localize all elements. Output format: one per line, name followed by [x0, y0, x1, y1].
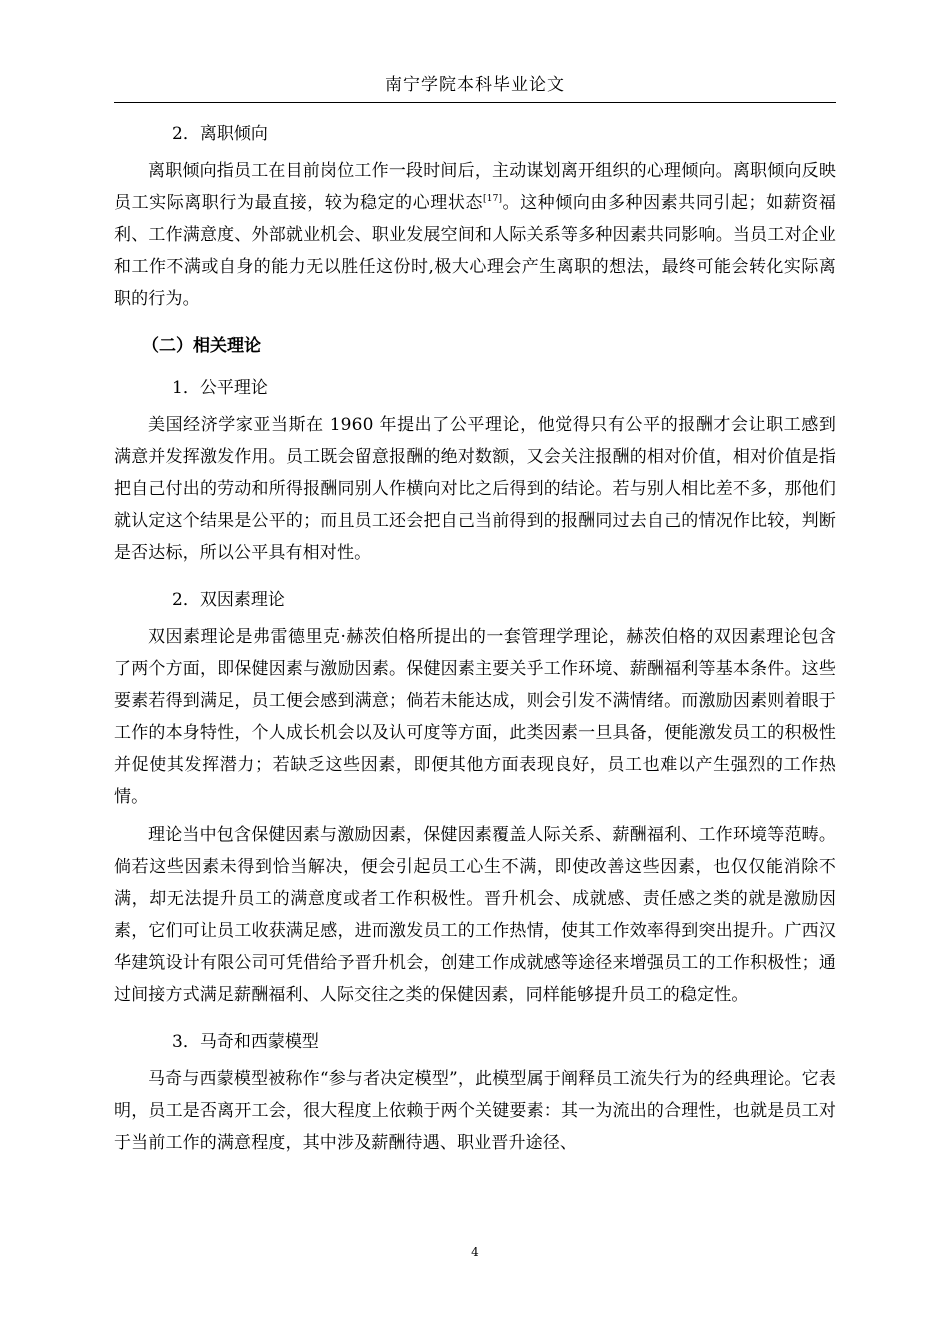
- document-body: [114, 113, 836, 1159]
- page-number: 4: [471, 1245, 479, 1259]
- citation-ref: [17]: [483, 194, 503, 204]
- paragraph-two-factor-theory-2: 理论当中包含保健因素与激励因素，保健因素覆盖人际关系、薪酬福利、工作环境等范畴。倘若这些因素未得到恰当解决，便会引起员工心生不满，即使改善这些因素，也仅仅能消除不满，却无法提升员工的满意度或者工作积极性。晋升机会、成就感、责任感之类的就是激励因素，它们可让员工收获满足感，进而激发员工的工作热情，使其工作效率得到突出提升。广西汉华建筑设计有限公司可凭借给予晋升机会，创建工作成就感等途径来增强员工的工作积极性；通过间接方式满足薪酬福利、人际交往之类的保健因素，同样能够提升员工的稳定性。: [114, 825, 836, 1005]
- section-heading-turnover-intention: 2．离职倾向: [172, 124, 268, 144]
- paragraph-turnover-intention: [114, 155, 836, 315]
- chapter-heading-related-theory: （二）相关理论: [142, 336, 261, 356]
- section-heading-equity-theory: 1．公平理论: [172, 378, 268, 398]
- paragraph-march-simon-model: 马奇与西蒙模型被称作“参与者决定模型”，此模型属于阐释员工流失行为的经典理论。它表明，员工是否离开工会，很大程度上依赖于两个关键要素：其一为流出的合理性，也就是员工对于当前工作的满意程度，其中涉及薪酬待遇、职业晋升途径、: [114, 1069, 836, 1153]
- paragraph-equity-theory: 美国经济学家亚当斯在 1960 年提出了公平理论，他觉得只有公平的报酬才会让职工感到满意并发挥激发作用。员工既会留意报酬的绝对数额，又会关注报酬的相对价值，相对价值是指把自己付出的劳动和所得报酬同别人作横向对比之后得到的结论。若与别人相比差不多，那他们就认定这个结果是公平的；而且员工还会把自己当前得到的报酬同过去自己的情况作比较，判断是否达标，所以公平具有相对性。: [114, 415, 836, 563]
- paragraph-text: 。这种倾向由多种因素共同引起；如薪资福利、工作满意度、外部就业机会、职业发展空间和人际关系等多种因素共同影响。当员工对企业和工作不满或自身的能力无以胜任这份时,极大心理会产生离职的想法，最终可能会转化实际离职的行为。: [114, 193, 836, 309]
- header-divider: [114, 102, 836, 103]
- section-heading-two-factor-theory: 2．双因素理论: [172, 590, 285, 610]
- paragraph-two-factor-theory-1: 双因素理论是弗雷德里克·赫茨伯格所提出的一套管理学理论，赫茨伯格的双因素理论包含了两个方面，即保健因素与激励因素。保健因素主要关乎工作环境、薪酬福利等基本条件。这些要素若得到满足，员工便会感到满意；倘若未能达成，则会引发不满情绪。而激励因素则着眼于工作的本身特性，个人成长机会以及认可度等方面，此类因素一旦具备，便能激发员工的积极性并促使其发挥潜力；若缺乏这些因素，即便其他方面表现良好，员工也难以产生强烈的工作热情。: [114, 627, 836, 807]
- paragraph-text: 离职倾向指员工在目前岗位工作一段时间后，主动谋划离开组织的心理倾向。离职倾向反映员工实际离职行为最直接，较为稳定的心理状态: [114, 161, 836, 213]
- section-heading-march-simon-model: 3．马奇和西蒙模型: [172, 1032, 319, 1052]
- running-header: 南宁学院本科毕业论文: [385, 75, 565, 95]
